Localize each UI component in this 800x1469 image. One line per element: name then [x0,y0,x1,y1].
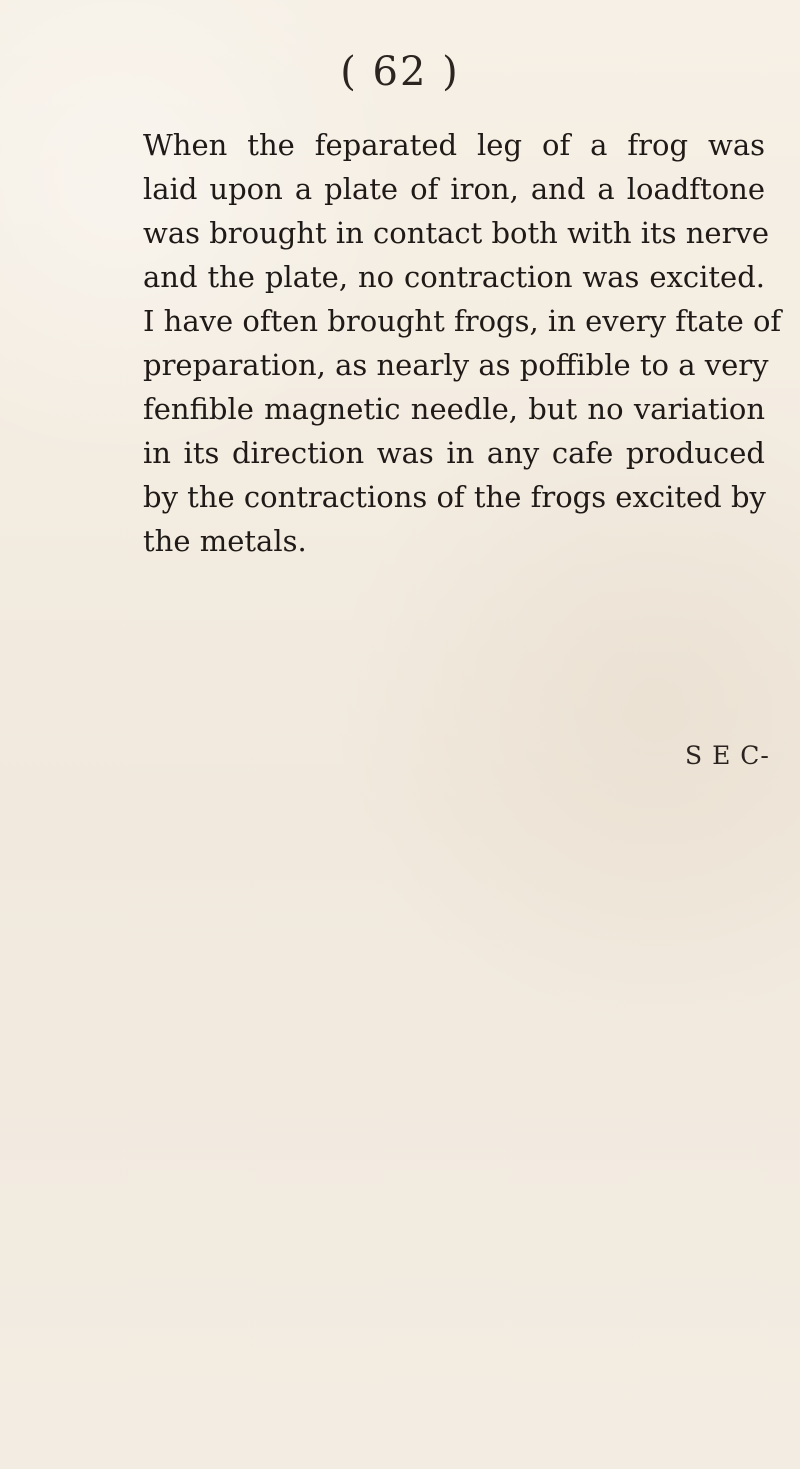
text-line-2: laid upon a plate of iron, and a loadftone [143,172,765,206]
text-line-6: preparation, as nearly as poffible to a very [143,348,769,382]
text-line-5: I have often brought frogs, in every ftate of [143,304,782,338]
text-line-8: in its direction was in any cafe produced [143,436,765,470]
text-line-4: and the plate, no contraction was excited. [143,260,765,294]
text-line-9: by the contractions of the frogs excited by [143,480,766,514]
bleed-through-text [150,640,770,1280]
body-paragraph [143,123,782,563]
text-line-1: When the feparated leg of a frog was [143,128,765,162]
text-line-7: fenfible magnetic needle, but no variation [143,392,765,426]
text-line-3: was brought in contact both with its nerve [143,216,769,250]
text-line-10: the metals. [143,524,307,558]
page-header: ( 62 ) [340,49,460,95]
catchword: S E C- [685,741,770,770]
